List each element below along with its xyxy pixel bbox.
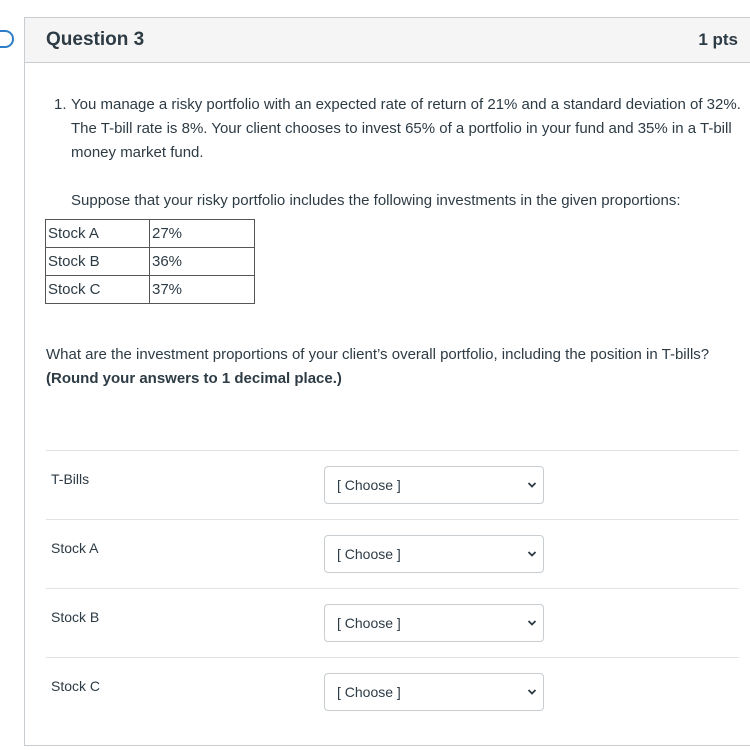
chevron-down-icon [527, 480, 537, 490]
tbills-select[interactable] [324, 466, 544, 504]
answer-list [46, 450, 739, 726]
chevron-down-icon [527, 618, 537, 628]
stock-c-select[interactable] [324, 673, 544, 711]
question-title: Question 3 [46, 29, 145, 50]
ask-question: What are the investment proportions of your client’s overall portfolio, including the position in T-bills? [46, 346, 710, 363]
table-cell-pct: 27% [150, 220, 255, 248]
allocation-table [45, 219, 255, 304]
ask-text [46, 343, 726, 391]
answer-label: Stock A [51, 540, 99, 556]
question-card [24, 17, 750, 746]
chevron-down-icon [527, 687, 537, 697]
table-row [46, 248, 255, 276]
chevron-down-icon [527, 549, 537, 559]
question-paragraph [54, 93, 744, 165]
table-cell-pct: 37% [150, 276, 255, 304]
paragraph-text: You manage a risky portfolio with an expected rate of return of 21% and a standard deviation of 32%. The T-bill rate is 8%. Your client chooses to invest 65% of a portfolio in your fund and 35% in a T-bill money market fund. [71, 96, 741, 161]
answer-label: T-Bills [51, 471, 90, 487]
table-cell-name: Stock A [46, 220, 150, 248]
table-cell-name: Stock C [46, 276, 150, 304]
stock-a-select[interactable] [324, 535, 544, 573]
answer-label: Stock C [51, 678, 101, 694]
question-points: 1 pts [698, 30, 738, 49]
select-value: [ Choose ] [337, 546, 401, 562]
table-cell-pct: 36% [150, 248, 255, 276]
bookmark-flag-icon[interactable] [0, 30, 14, 48]
select-value: [ Choose ] [337, 477, 401, 493]
ask-instruction: (Round your answers to 1 decimal place.) [46, 370, 342, 387]
stock-b-select[interactable] [324, 604, 544, 642]
suppose-text: Suppose that your risky portfolio includes the following investments in the given proportions: [71, 192, 681, 209]
answer-row-tbills [46, 450, 739, 519]
answer-row-stock-a [46, 519, 739, 588]
answer-row-stock-b [46, 588, 739, 657]
table-row [46, 220, 255, 248]
select-value: [ Choose ] [337, 684, 401, 700]
table-row [46, 276, 255, 304]
answer-label: Stock B [51, 609, 100, 625]
question-header [25, 18, 750, 63]
table-cell-name: Stock B [46, 248, 150, 276]
answer-row-stock-c [46, 657, 739, 726]
item-number: 1. [54, 96, 67, 113]
select-value: [ Choose ] [337, 615, 401, 631]
